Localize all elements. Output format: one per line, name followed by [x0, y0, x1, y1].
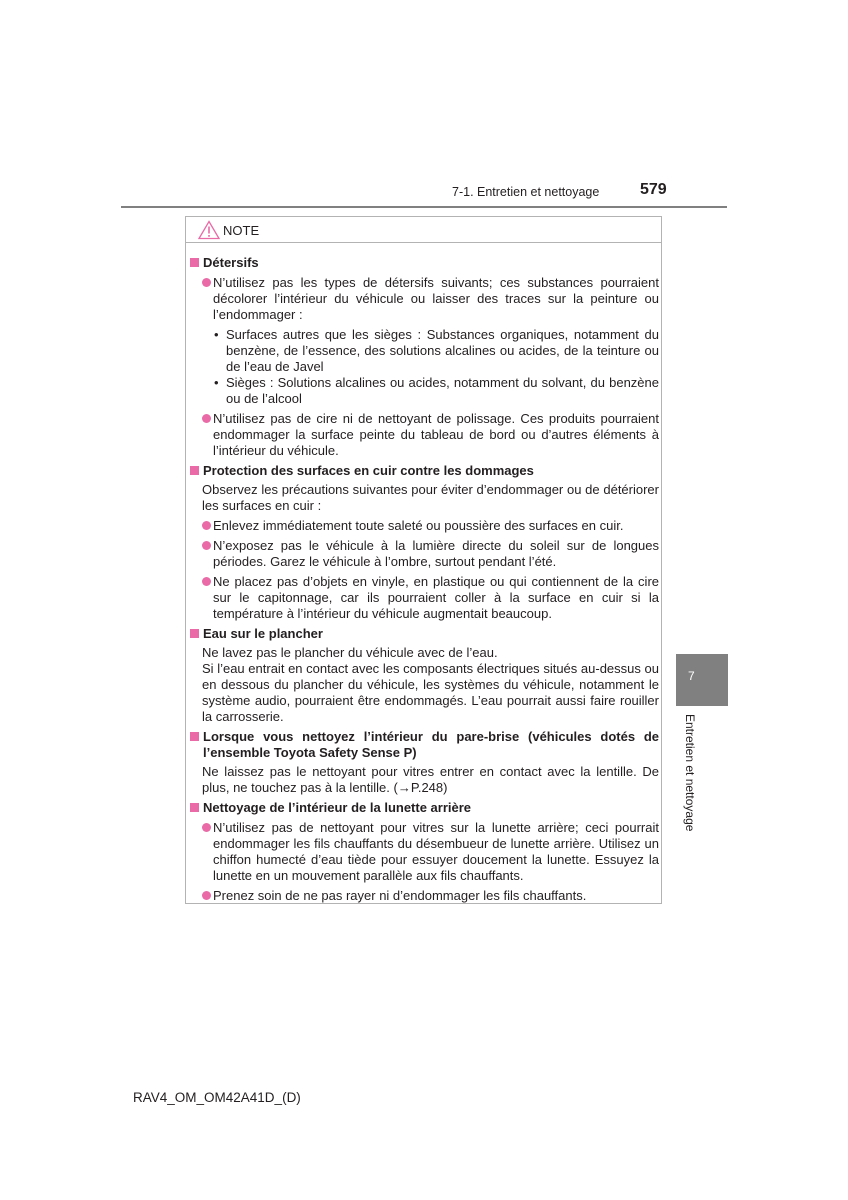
section-heading-detersifs: Détersifs	[189, 255, 659, 271]
round-bullet-icon	[202, 891, 211, 900]
list-item: Enlevez immédiatement toute saleté ou poussière des surfaces en cuir.	[189, 518, 659, 534]
section-heading-pare-brise: Lorsque vous nettoyez l’intérieur du pare-brise (véhicules dotés de l’ensemble Toyota Safety Sense P)	[189, 729, 659, 761]
list-item: Prenez soin de ne pas rayer ni d’endommager les fils chauffants.	[189, 888, 659, 904]
list-item: N’utilisez pas de nettoyant pour vitres sur la lunette arrière; ceci pourrait endommager les fils chauffants du désembueur de lunette arrière. Utilisez un chiffon humecté d’eau tiède pour essuyer doucement la lunette. Essuyez la lunette en un mouvement parallèle aux fils chauffants.	[189, 820, 659, 884]
round-bullet-icon	[202, 577, 211, 586]
section-heading-lunette: Nettoyage de l’intérieur de la lunette arrière	[189, 800, 659, 816]
paragraph: Ne laissez pas le nettoyant pour vitres entrer en contact avec la lentille. De plus, ne touchez pas à la lentille. (→P.248)	[202, 764, 659, 795]
section-title: 7-1. Entretien et nettoyage	[452, 185, 600, 199]
paragraph: Observez les précautions suivantes pour éviter d’endommager ou de détériorer les surfaces en cuir :	[202, 482, 659, 513]
chapter-side-label	[683, 714, 699, 844]
sub-bullet-icon: •	[214, 375, 219, 390]
section-heading-plancher: Eau sur le plancher	[189, 626, 659, 642]
square-bullet-icon	[190, 732, 199, 741]
list-item: Ne placez pas d’objets en vinyle, en plastique ou qui contiennent de la cire sur le capitonnage, car ils pourraient coller à la surface en cuir si la température à l’intérieur du véhicule augmentait beaucoup.	[189, 574, 659, 622]
warning-triangle-icon	[198, 220, 220, 240]
square-bullet-icon	[190, 258, 199, 267]
note-header	[186, 217, 661, 243]
sub-list-item: • Sièges : Solutions alcalines ou acides, notamment du solvant, du benzène ou de l’alcool	[214, 375, 659, 406]
note-label: NOTE	[223, 223, 260, 238]
list-item: N’exposez pas le véhicule à la lumière directe du soleil sur de longues périodes. Garez le véhicule à l’ombre, surtout pendant l’été.	[189, 538, 659, 570]
note-box	[185, 216, 662, 904]
sub-list-item: • Surfaces autres que les sièges : Substances organiques, notamment du benzène, de l’essence, des solutions alcalines ou acides, de la teinture ou de l’eau de Javel	[214, 327, 659, 374]
chapter-number: 7	[688, 669, 695, 683]
header-divider	[121, 206, 727, 208]
square-bullet-icon	[190, 466, 199, 475]
chapter-tab	[676, 654, 728, 706]
page-number: 579	[640, 181, 667, 198]
round-bullet-icon	[202, 278, 211, 287]
round-bullet-icon	[202, 521, 211, 530]
list-item: N’utilisez pas de cire ni de nettoyant de polissage. Ces produits pourraient endommager la surface peinte du tableau de bord ou d’autres éléments à l’intérieur du véhicule.	[189, 411, 659, 459]
sub-bullet-icon: •	[214, 327, 219, 342]
square-bullet-icon	[190, 629, 199, 638]
document-code: RAV4_OM_OM42A41D_(D)	[133, 1090, 301, 1105]
chapter-title: Entretien et nettoyage	[683, 714, 697, 832]
paragraph: Ne lavez pas le plancher du véhicule avec de l’eau.	[202, 645, 498, 660]
round-bullet-icon	[202, 541, 211, 550]
note-body	[189, 255, 659, 904]
section-heading-cuir: Protection des surfaces en cuir contre les dommages	[189, 463, 659, 479]
square-bullet-icon	[190, 803, 199, 812]
round-bullet-icon	[202, 414, 211, 423]
paragraph: Si l’eau entrait en contact avec les composants électriques situés au-dessus ou en dessous du plancher du véhicule, les systèmes du véhicule, notamment le système audio, pourraient être endommagés. L’eau pourrait aussi faire rouiller la carrosserie.	[202, 661, 659, 724]
list-item: N’utilisez pas les types de détersifs suivants; ces substances pourraient décolorer l’intérieur du véhicule ou laisser des traces sur la peinture ou l’endommager :	[189, 275, 659, 323]
round-bullet-icon	[202, 823, 211, 832]
